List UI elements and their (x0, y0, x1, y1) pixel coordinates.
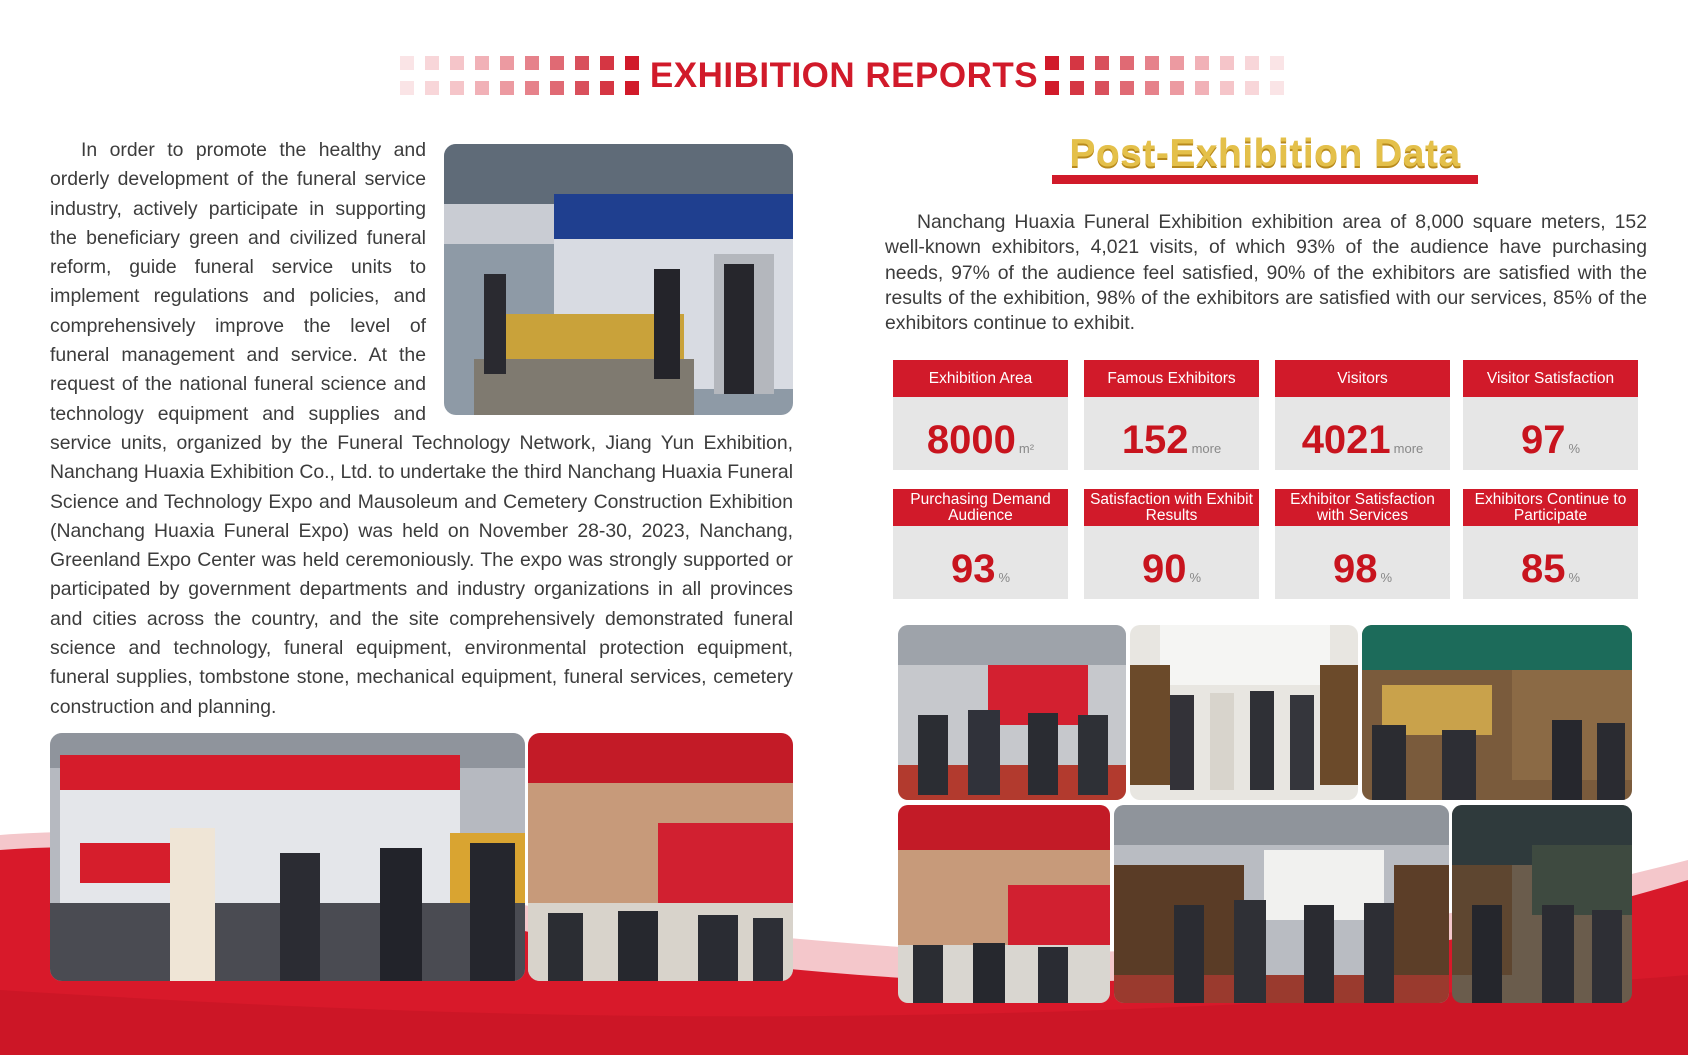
stat-label: Satisfaction with Exhibit Results (1084, 489, 1259, 526)
section-header (0, 52, 1688, 102)
expo-photo-crowd-1 (898, 625, 1126, 800)
expo-photo-group-portrait (1130, 625, 1358, 800)
stat-unit: % (998, 570, 1011, 585)
expo-photo-crowd-2 (1114, 805, 1449, 1003)
post-exhibition-paragraph: Nanchang Huaxia Funeral Exhibition exhibition area of 8,000 square meters, 152 well-known exhibitors, 4,021 visits, of which 93% of the audience have purchasing needs, 97% of the audience feel satisfied, 90% of the exhibitors are satisfied with the results of the exhibition, 98% of the exhibitors are satisfied with our services, 85% of the exhibitors continue to exhibit. (885, 211, 1647, 335)
stat-card-famous-exhibitors (1084, 360, 1259, 470)
stat-value: 4021 (1301, 418, 1391, 462)
stat-label: Visitors (1275, 360, 1450, 397)
stat-unit: % (1568, 570, 1581, 585)
intro-text-block (50, 136, 793, 722)
stat-label: Exhibitor Satisfaction with Services (1275, 489, 1450, 526)
post-exhibition-title-block (1052, 132, 1478, 184)
stat-card-visitors (1275, 360, 1450, 470)
stat-card-exhibitor-services (1275, 489, 1450, 599)
stat-unit: m² (1018, 441, 1035, 456)
stat-value: 98 (1332, 547, 1378, 591)
post-exhibition-title: Post-Exhibition Data (1069, 132, 1461, 175)
expo-photo-hall-entrance-2 (898, 805, 1110, 1003)
stat-label: Exhibitors Continue to Participate (1463, 489, 1638, 526)
post-exhibition-text (885, 210, 1647, 336)
stat-unit: % (1568, 441, 1581, 456)
stat-card-exhibition-area (893, 360, 1068, 470)
stat-label: Exhibition Area (893, 360, 1068, 397)
stat-card-purchasing-demand (893, 489, 1068, 599)
stat-unit: % (1380, 570, 1393, 585)
stat-value: 85 (1520, 547, 1566, 591)
title-underline-bar (1052, 175, 1478, 184)
stat-value: 97 (1520, 418, 1566, 462)
stat-unit: more (1191, 441, 1222, 456)
expo-photo-booth-1 (444, 144, 793, 415)
stat-card-continue-participate (1463, 489, 1638, 599)
stat-unit: % (1189, 570, 1202, 585)
intro-paragraph: In order to promote the healthy and orderly development of the funeral service industry, actively participate in supporting the beneficiary green and civilized funeral reform, guide funeral service units to implement regulations and policies, and comprehensively improve the level of funeral management and service. At the request of the national funeral science and technology equipment and supplies and service units, organized by the Funeral Technology Network, Jiang Yun Exhibition, Nanchang Huaxia Exhibition Co., Ltd. to undertake the third Nanchang Huaxia Funeral Science and Technology Expo and Mausoleum and Cemetery Construction Exhibition (Nanchang Huaxia Funeral Expo) was held on November 28-30, 2023, Nanchang, Greenland Expo Center was held ceremoniously. The expo was strongly supported or participated by government departments and industry organizations in all provinces and cities across the country, and the site comprehensively demonstrated funeral science and technology, funeral equipment, environmental protection equipment, funeral supplies, tombstone stone, mechanical equipment, funeral services, cemetery construction and planning. (50, 139, 793, 718)
expo-photo-booth-3 (1362, 625, 1632, 800)
stat-card-exhibit-results (1084, 489, 1259, 599)
stat-unit: more (1393, 441, 1424, 456)
header-decoration-left (400, 56, 639, 95)
stat-label: Visitor Satisfaction (1463, 360, 1638, 397)
expo-photo-booth-2 (50, 733, 525, 981)
expo-photo-booth-4 (1452, 805, 1632, 1003)
stat-label: Famous Exhibitors (1084, 360, 1259, 397)
page-title: EXHIBITION REPORTS (649, 56, 1039, 95)
stat-value: 152 (1121, 418, 1189, 462)
header-decoration-right (1045, 56, 1284, 95)
stat-value: 8000 (926, 418, 1016, 462)
stat-value: 90 (1141, 547, 1187, 591)
expo-photo-hall-entrance (528, 733, 793, 981)
stat-value: 93 (950, 547, 996, 591)
stat-label: Purchasing Demand Audience (893, 489, 1068, 526)
stat-card-visitor-satisfaction (1463, 360, 1638, 470)
